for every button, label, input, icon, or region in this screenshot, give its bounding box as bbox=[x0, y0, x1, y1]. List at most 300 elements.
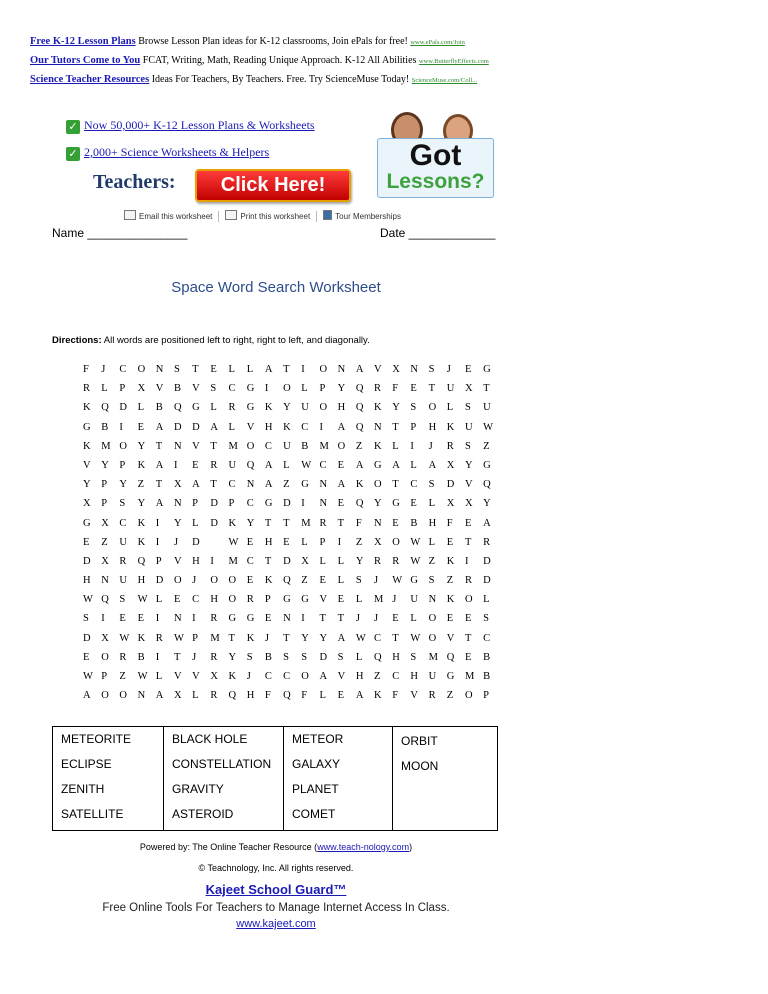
grid-letter: P bbox=[119, 383, 126, 395]
grid-letter: W bbox=[483, 421, 494, 433]
grid-letter: O bbox=[101, 690, 109, 702]
date-field: Date _____________ bbox=[380, 226, 496, 240]
grid-letter: O bbox=[319, 402, 328, 414]
teachers-label: Teachers: bbox=[93, 171, 176, 193]
tour-label: Tour Memberships bbox=[335, 212, 401, 221]
grid-letter: Q bbox=[228, 690, 237, 702]
grid-letter: E bbox=[464, 651, 472, 663]
grid-letter: P bbox=[119, 459, 126, 471]
grid-letter: L bbox=[337, 555, 345, 567]
grid-letter: V bbox=[192, 671, 200, 682]
grid-letter: E bbox=[446, 613, 454, 625]
grid-letter: L bbox=[392, 440, 399, 452]
grid-letter: N bbox=[319, 498, 328, 510]
word-bank-column bbox=[53, 727, 164, 831]
grid-letter: G bbox=[374, 459, 382, 471]
grid-letter: P bbox=[192, 498, 198, 510]
grid-letter: A bbox=[392, 459, 400, 471]
grid-letter: P bbox=[319, 383, 326, 395]
grid-letter: U bbox=[283, 440, 291, 452]
grid-letter: Z bbox=[374, 671, 381, 682]
grid-letter: W bbox=[83, 671, 93, 682]
promo-lesson-plans bbox=[66, 118, 315, 134]
grid-letter: I bbox=[210, 555, 214, 567]
word-bank-table bbox=[52, 726, 498, 831]
grid-letter: Q bbox=[374, 651, 382, 663]
grid-letter: F bbox=[301, 690, 308, 702]
grid-letter: A bbox=[319, 671, 328, 682]
grid-letter: Q bbox=[101, 594, 109, 606]
grid-letter: G bbox=[192, 402, 200, 414]
grid-letter: T bbox=[283, 364, 290, 375]
grid-row bbox=[83, 518, 501, 537]
grid-letter: Q bbox=[355, 402, 364, 414]
word-bank-word: BLACK HOLE bbox=[172, 732, 248, 746]
grid-letter: T bbox=[319, 613, 326, 625]
grid-letter: E bbox=[119, 613, 126, 625]
grid-letter: N bbox=[101, 575, 109, 587]
grid-row bbox=[83, 422, 501, 441]
grid-letter: N bbox=[155, 364, 164, 375]
grid-letter: T bbox=[210, 479, 217, 491]
grid-letter: C bbox=[319, 459, 327, 471]
grid-letter: X bbox=[173, 690, 182, 702]
grid-letter: M bbox=[210, 632, 220, 644]
grid-letter: Q bbox=[137, 555, 146, 567]
word-bank-word: METEOR bbox=[292, 732, 344, 746]
grid-letter: I bbox=[155, 536, 160, 548]
grid-letter: M bbox=[374, 594, 384, 606]
directions-text: All words are positioned left to right, right to left, and diagonally. bbox=[103, 335, 370, 346]
grid-letter: S bbox=[428, 575, 435, 587]
grid-letter: X bbox=[210, 671, 218, 682]
grid-letter: C bbox=[392, 671, 400, 682]
grid-letter: N bbox=[173, 498, 182, 510]
grid-letter: P bbox=[101, 479, 108, 491]
grid-letter: R bbox=[119, 651, 127, 663]
grid-letter: E bbox=[446, 536, 454, 548]
grid-letter: I bbox=[155, 651, 160, 663]
grid-letter: V bbox=[192, 383, 200, 395]
grid-letter: D bbox=[155, 575, 164, 587]
grid-letter: N bbox=[428, 594, 437, 606]
grid-letter: V bbox=[246, 421, 255, 433]
word-bank-word: ASTEROID bbox=[172, 807, 234, 821]
grid-letter: W bbox=[410, 536, 421, 548]
grid-letter: C bbox=[483, 632, 491, 644]
grid-letter: W bbox=[410, 555, 421, 567]
grid-letter: H bbox=[192, 555, 200, 567]
grid-letter: I bbox=[173, 459, 178, 471]
grid-letter: I bbox=[464, 555, 469, 567]
ad-url-link[interactable]: www.ButterflyEffects.com bbox=[418, 58, 489, 65]
grid-letter: L bbox=[210, 402, 217, 414]
grid-letter: E bbox=[337, 459, 345, 471]
grid-letter: K bbox=[137, 536, 146, 548]
grid-letter: I bbox=[301, 613, 305, 625]
grid-letter: H bbox=[137, 575, 146, 587]
grid-letter: T bbox=[337, 517, 345, 529]
click-here-button[interactable]: Click Here! bbox=[195, 169, 351, 202]
grid-letter: R bbox=[446, 440, 454, 452]
grid-letter: T bbox=[483, 383, 490, 395]
grid-letter: C bbox=[410, 479, 418, 491]
grid-letter: B bbox=[483, 651, 491, 663]
grid-letter: A bbox=[264, 364, 273, 375]
grid-letter: X bbox=[446, 498, 455, 510]
word-bank-word: COMET bbox=[292, 807, 336, 821]
email-label: Email this worksheet bbox=[139, 212, 213, 221]
grid-letter: S bbox=[173, 364, 180, 375]
grid-letter: S bbox=[483, 613, 489, 625]
grid-letter: Z bbox=[483, 440, 490, 452]
grid-letter: Y bbox=[101, 459, 109, 471]
grid-letter: D bbox=[192, 421, 200, 433]
grid-letter: B bbox=[301, 440, 309, 452]
grid-letter: S bbox=[337, 651, 344, 663]
grid-letter: W bbox=[301, 459, 312, 471]
grid-letter: R bbox=[428, 690, 436, 702]
grid-letter: C bbox=[283, 671, 291, 682]
grid-letter: I bbox=[337, 536, 342, 548]
grid-letter: A bbox=[210, 421, 218, 433]
grid-letter: U bbox=[228, 459, 237, 471]
book-icon bbox=[323, 210, 332, 220]
grid-letter: O bbox=[119, 440, 127, 452]
grid-letter: A bbox=[155, 498, 164, 510]
grid-letter: N bbox=[283, 613, 291, 625]
grid-letter: J bbox=[428, 440, 433, 452]
kajeet-school-guard-link[interactable]: Kajeet School Guard™ bbox=[205, 882, 347, 897]
grid-letter: O bbox=[101, 651, 109, 663]
grid-letter: X bbox=[464, 498, 473, 510]
grid-letter: R bbox=[392, 555, 400, 567]
grid-letter: B bbox=[264, 651, 272, 663]
grid-letter: E bbox=[283, 536, 290, 548]
grid-letter: I bbox=[319, 421, 323, 433]
grid-row bbox=[83, 633, 501, 652]
directions-label: Directions: bbox=[52, 335, 102, 346]
email-worksheet-button[interactable] bbox=[124, 210, 212, 221]
grid-letter: H bbox=[264, 536, 273, 548]
teachnology-link[interactable]: www.teach-nology.com bbox=[317, 842, 410, 852]
grid-letter: J bbox=[392, 594, 397, 606]
ad-title-link[interactable]: Our Tutors Come to You bbox=[30, 55, 141, 66]
grid-letter: I bbox=[410, 440, 414, 452]
powered-prefix: Powered by: The Online Teacher Resource ( bbox=[139, 842, 318, 852]
grid-letter: B bbox=[101, 421, 109, 433]
grid-letter: D bbox=[119, 402, 127, 414]
grid-letter: L bbox=[283, 459, 290, 471]
grid-letter: T bbox=[392, 421, 399, 433]
grid-letter: M bbox=[301, 517, 311, 529]
grid-letter: I bbox=[301, 364, 305, 375]
grid-letter: L bbox=[337, 575, 345, 587]
grid-letter: Z bbox=[283, 479, 290, 491]
grid-letter: D bbox=[210, 517, 218, 529]
grid-letter: O bbox=[210, 575, 218, 587]
grid-letter: R bbox=[319, 517, 327, 529]
grid-letter: D bbox=[446, 479, 455, 491]
grid-letter: Y bbox=[283, 402, 291, 414]
grid-letter: O bbox=[301, 671, 309, 682]
grid-letter: R bbox=[228, 402, 236, 414]
grid-letter: Z bbox=[137, 479, 144, 491]
grid-letter: R bbox=[374, 555, 382, 567]
grid-letter: L bbox=[410, 613, 417, 625]
grid-letter: K bbox=[264, 402, 273, 414]
grid-letter: V bbox=[464, 479, 473, 491]
grid-letter: U bbox=[301, 402, 309, 414]
grid-letter: E bbox=[83, 536, 90, 548]
grid-letter: J bbox=[173, 536, 179, 548]
grid-letter: Z bbox=[446, 575, 454, 587]
word-bank-word: CONSTELLATION bbox=[172, 757, 272, 771]
grid-letter: Q bbox=[283, 690, 291, 702]
grid-letter: E bbox=[210, 364, 217, 375]
grid-letter: P bbox=[101, 498, 108, 510]
grid-letter: J bbox=[374, 613, 379, 625]
grid-row bbox=[83, 671, 501, 690]
grid-letter: T bbox=[337, 613, 345, 625]
lesson-plans-link[interactable]: Now 50,000+ K-12 Lesson Plans & Worksheets bbox=[84, 118, 315, 132]
grid-letter: S bbox=[83, 613, 89, 625]
grid-letter: E bbox=[464, 517, 472, 529]
grid-row bbox=[83, 383, 501, 402]
grid-row bbox=[83, 460, 501, 479]
grid-letter: E bbox=[392, 613, 399, 625]
grid-letter: T bbox=[173, 651, 181, 663]
grid-letter: D bbox=[283, 498, 291, 510]
grid-letter: X bbox=[101, 517, 109, 529]
grid-letter: K bbox=[228, 671, 237, 682]
grid-letter: S bbox=[355, 575, 362, 587]
grid-row bbox=[83, 498, 501, 517]
ad-line-1 bbox=[30, 36, 465, 47]
grid-letter: E bbox=[337, 498, 345, 510]
grid-letter: J bbox=[446, 364, 451, 375]
grid-letter: I bbox=[192, 613, 196, 625]
grid-letter: S bbox=[283, 651, 289, 663]
grid-letter: G bbox=[83, 517, 91, 529]
grid-letter: B bbox=[155, 402, 163, 414]
grid-letter: S bbox=[119, 498, 126, 510]
grid-letter: E bbox=[337, 594, 345, 606]
grid-letter: N bbox=[173, 440, 182, 452]
grid-letter: J bbox=[192, 651, 197, 663]
grid-letter: Z bbox=[355, 536, 363, 548]
ad-title-link[interactable]: Science Teacher Resources bbox=[30, 74, 150, 85]
grid-letter: F bbox=[264, 690, 271, 702]
grid-letter: J bbox=[192, 575, 197, 587]
toolbar-divider bbox=[316, 211, 317, 222]
grid-letter: D bbox=[483, 575, 491, 587]
grid-letter: G bbox=[392, 498, 400, 510]
grid-letter: A bbox=[337, 632, 346, 644]
grid-letter: N bbox=[374, 517, 382, 529]
grid-row bbox=[83, 690, 501, 709]
grid-letter: L bbox=[319, 555, 326, 567]
kajeet-url bbox=[0, 918, 552, 930]
grid-letter: E bbox=[173, 594, 181, 606]
grid-row bbox=[83, 479, 501, 498]
grid-letter: Y bbox=[246, 517, 255, 529]
grid-letter: E bbox=[137, 613, 144, 625]
grid-letter: L bbox=[155, 671, 163, 682]
word-bank-word: ZENITH bbox=[61, 782, 105, 796]
grid-letter: V bbox=[319, 594, 328, 606]
grid-letter: N bbox=[374, 421, 382, 433]
grid-letter: I bbox=[155, 613, 160, 625]
word-bank-word: MOON bbox=[401, 759, 439, 773]
grid-letter: Q bbox=[101, 402, 109, 414]
grid-letter: V bbox=[446, 632, 455, 644]
grid-letter: C bbox=[301, 421, 309, 433]
grid-letter: O bbox=[464, 690, 473, 702]
grid-letter: D bbox=[192, 536, 200, 548]
grid-letter: W bbox=[137, 594, 148, 606]
grid-letter: L bbox=[101, 383, 108, 395]
grid-letter: J bbox=[355, 613, 360, 625]
grid-letter: F bbox=[355, 517, 362, 529]
grid-letter: V bbox=[374, 364, 382, 375]
grid-letter: E bbox=[192, 459, 199, 471]
grid-letter: U bbox=[119, 575, 127, 587]
grid-letter: A bbox=[355, 690, 364, 702]
ad-description: FCAT, Writing, Math, Reading Unique Approach. K-12 All Abilities bbox=[142, 55, 417, 66]
grid-letter: G bbox=[483, 459, 491, 471]
envelope-icon bbox=[124, 210, 136, 220]
grid-letter: B bbox=[483, 671, 491, 682]
grid-letter: D bbox=[483, 555, 491, 567]
grid-letter: X bbox=[446, 459, 455, 471]
grid-letter: L bbox=[483, 594, 490, 606]
grid-letter: X bbox=[83, 498, 91, 510]
print-worksheet-button[interactable] bbox=[225, 210, 310, 221]
grid-letter: Z bbox=[301, 575, 308, 587]
grid-letter: W bbox=[228, 536, 239, 548]
grid-letter: J bbox=[264, 632, 269, 644]
grid-letter: C bbox=[374, 632, 382, 644]
got-lessons-banner[interactable] bbox=[377, 112, 494, 198]
grid-letter: L bbox=[428, 536, 435, 548]
grid-row bbox=[83, 402, 501, 421]
grid-letter: K bbox=[283, 421, 291, 433]
powered-suffix: ) bbox=[409, 842, 413, 852]
grid-letter: A bbox=[83, 690, 91, 702]
science-worksheets-link[interactable]: 2,000+ Science Worksheets & Helpers bbox=[84, 145, 270, 159]
word-bank-word: METEORITE bbox=[61, 732, 132, 746]
grid-letter: K bbox=[374, 440, 382, 452]
grid-letter: X bbox=[101, 632, 109, 644]
got-text: Got bbox=[409, 139, 462, 172]
grid-letter: E bbox=[392, 517, 399, 529]
grid-letter: O bbox=[392, 536, 400, 548]
grid-letter: L bbox=[228, 364, 235, 375]
grid-letter: E bbox=[246, 536, 254, 548]
grid-letter: O bbox=[428, 632, 437, 644]
tour-memberships-button[interactable] bbox=[323, 210, 401, 221]
ad-url-link[interactable]: ScienceMuse.com/Coll... bbox=[411, 77, 478, 84]
grid-letter: M bbox=[464, 671, 475, 682]
grid-letter: E bbox=[83, 651, 90, 663]
grid-letter: R bbox=[374, 383, 382, 395]
grid-letter: G bbox=[301, 594, 309, 606]
grid-letter: U bbox=[410, 594, 418, 606]
grid-letter: V bbox=[173, 671, 182, 682]
grid-letter: X bbox=[464, 383, 473, 395]
grid-letter: P bbox=[155, 555, 162, 567]
grid-letter: X bbox=[137, 383, 146, 395]
word-bank-word: ORBIT bbox=[401, 734, 438, 748]
grid-letter: A bbox=[483, 517, 491, 529]
grid-letter: S bbox=[428, 479, 435, 491]
grid-letter: X bbox=[101, 555, 109, 567]
grid-letter: V bbox=[155, 383, 164, 395]
grid-letter: P bbox=[410, 421, 417, 433]
grid-letter: L bbox=[319, 690, 326, 702]
grid-letter: Z bbox=[355, 440, 363, 452]
grid-letter: A bbox=[337, 421, 346, 433]
grid-letter: T bbox=[283, 632, 290, 644]
grid-letter: O bbox=[337, 440, 346, 452]
printer-icon bbox=[225, 210, 237, 220]
grid-letter: P bbox=[319, 536, 326, 548]
grid-letter: Y bbox=[392, 402, 400, 414]
grid-letter: S bbox=[119, 594, 126, 606]
grid-letter: Q bbox=[355, 421, 364, 433]
grid-letter: Q bbox=[355, 498, 364, 510]
grid-letter: L bbox=[246, 364, 254, 375]
grid-letter: O bbox=[246, 440, 255, 452]
grid-letter: U bbox=[464, 421, 473, 433]
ad-title-link[interactable]: Free K-12 Lesson Plans bbox=[30, 36, 136, 47]
grid-letter: Y bbox=[301, 632, 309, 644]
grid-letter: F bbox=[392, 690, 399, 702]
grid-letter: L bbox=[428, 498, 435, 510]
grid-letter: F bbox=[392, 383, 399, 395]
grid-letter: B bbox=[410, 517, 418, 529]
grid-letter: U bbox=[119, 536, 127, 548]
ad-description: Browse Lesson Plan ideas for K-12 classrooms, Join ePals for free! bbox=[138, 36, 408, 47]
grid-letter: Q bbox=[483, 479, 491, 491]
grid-letter: K bbox=[446, 421, 455, 433]
grid-letter: K bbox=[246, 632, 255, 644]
grid-letter: A bbox=[337, 479, 346, 491]
ad-url-link[interactable]: www.ePals.com/Join bbox=[410, 39, 465, 46]
grid-row bbox=[83, 537, 501, 556]
grid-letter: P bbox=[264, 594, 271, 606]
grid-letter: L bbox=[155, 594, 163, 606]
grid-letter: E bbox=[246, 575, 254, 587]
grid-letter: T bbox=[464, 632, 472, 644]
kajeet-tagline: Free Online Tools For Teachers to Manage Internet Access In Class. bbox=[102, 902, 450, 914]
grid-letter: A bbox=[428, 459, 437, 471]
grid-letter: D bbox=[319, 651, 328, 663]
kajeet-link[interactable]: www.kajeet.com bbox=[236, 918, 316, 930]
grid-letter: O bbox=[374, 479, 382, 491]
grid-letter: M bbox=[228, 555, 238, 567]
grid-letter: H bbox=[264, 421, 273, 433]
toolbar-divider bbox=[218, 211, 219, 222]
grid-letter: T bbox=[155, 440, 163, 452]
checkmark-icon: ✓ bbox=[66, 147, 80, 161]
grid-letter: Y bbox=[319, 632, 328, 644]
grid-letter: S bbox=[428, 364, 435, 375]
print-label: Print this worksheet bbox=[240, 212, 311, 221]
grid-letter: Z bbox=[446, 690, 454, 702]
grid-letter: G bbox=[246, 402, 255, 414]
